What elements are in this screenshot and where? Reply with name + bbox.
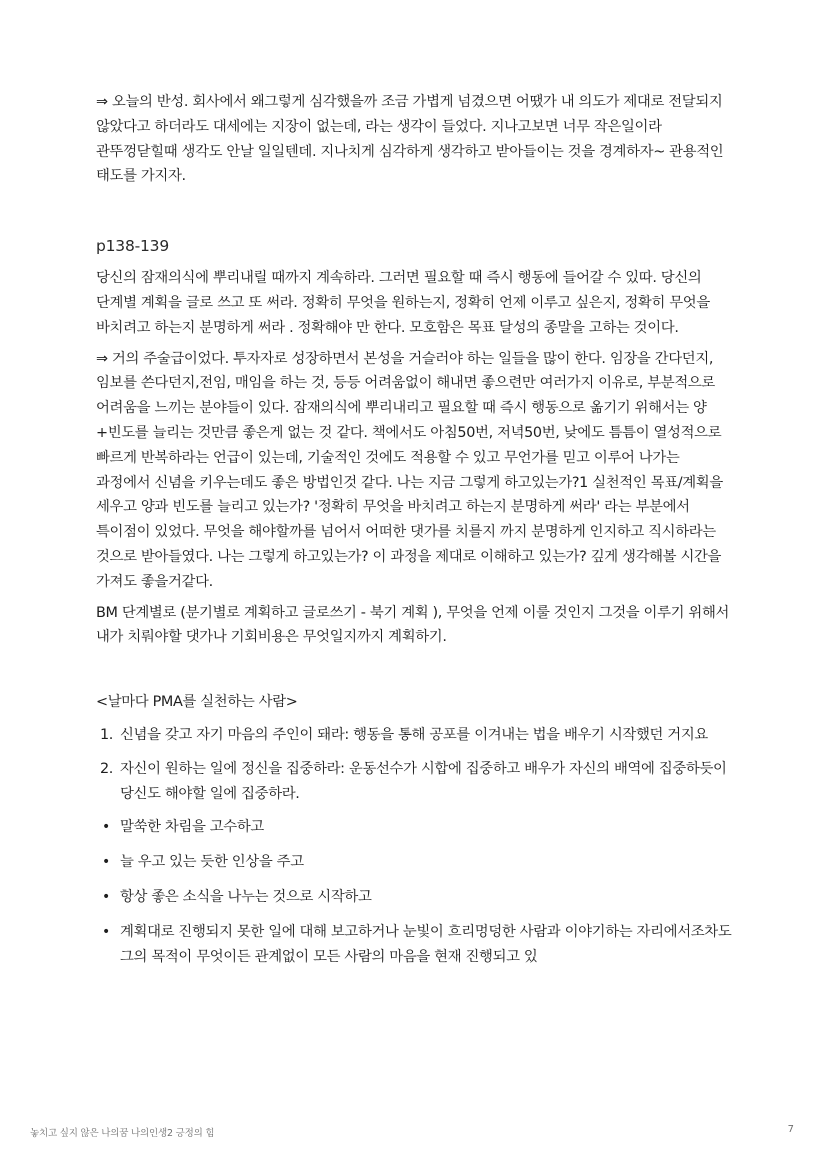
list-item-text: 신념을 갖고 자기 마음의 주인이 돼라: 행동을 통해 공포를 이겨내는 법을 배우기 시작했던 거지요 — [120, 726, 708, 743]
list-item — [96, 723, 736, 748]
quote-paragraph: 당신의 잠재의식에 뿌리내릴 때까지 계속하라. 그러면 필요할 때 즉시 행동에 들어갈 수 있따. 당신의 단계별 계획을 글로 쓰고 또 써라. 정확히 무엇을 원하는지, 정확히 언제 이루고 싶은지, 정확히 무엇을 바치려고 하는지 분명하게 써라 . 정확해야 만 한다. 모호함은 목표 달성의 종말을 고하는 것이다. — [96, 270, 710, 336]
pma-heading: <날마다 PMA를 실천하는 사람> — [96, 694, 298, 711]
list-item — [96, 815, 736, 840]
reflection-paragraph: ⇒ 오늘의 반성. 회사에서 왜그렇게 심각했을까 조금 가볍게 넘겼으면 어땠가 내 의도가 제대로 전달되지 않았다고 하더라도 대세에는 지장이 없는데, 라는 생각이 들었다. 지나고보면 너무 작은일이라 관뚜껑닫힐때 생각도 안날 일일텐데. 지나치게 심각하게 생각하고 받아들이는 것을 경계하자~ 관용적인 태도를 가지자. — [96, 94, 724, 185]
bullet-marker: • — [102, 888, 110, 905]
page-reference: p138-139 — [96, 237, 170, 256]
list-item — [96, 885, 736, 910]
list-item — [96, 757, 736, 807]
plan-paragraph: BM 단계별로 (분기별로 계획하고 글로쓰기 - 북기 계획 ), 무엇을 언제 이룰 것인지 그것을 이루기 위해서 내가 치뤄야할 댓가나 기회비용은 무엇일지까지 계획하기. — [96, 604, 730, 646]
bullet-marker: • — [102, 819, 110, 836]
list-item — [96, 920, 736, 970]
pma-bullet-list — [96, 815, 736, 969]
comment-paragraph: ⇒ 거의 주술급이었다. 투자자로 성장하면서 본성을 거슬러야 하는 일들을 많이 한다. 임장을 간다던지, 임보를 쓴다던지,전임, 매임을 하는 것, 등등 어려움없이 해내면 좋으련만 여러가지 이유로, 부분적으로 어려움을 느끼는 분야들이 있다. 잠재의식에 뿌리내리고 필요할 때 즉시 행동으로 옮기기 위해서는 양+빈도를 늘리는 것만큼 좋은게 없는 것 같다. 책에서도 아침50번, 저녁50번, 낮에도 틈틈이 열성적으로 빠르게 반복하라는 언급이 있는데, 기술적인 것에도 적용할 수 있고 무언가를 믿고 이루어 나가는 과정에서 신념을 키우는데도 좋은 방법인것 같다. 나는 지금 그렇게 하고있는가?1 실천적인 목표/계획을 세우고 양과 빈도를 늘리고 있는가? '정확히 무엇을 바치려고 하는지 분명하게 써라' 라는 부분에서 특이점이 있었다. 무엇을 해야할까를 넘어서 어떠한 댓가를 치를지 까지 분명하게 인지하고 직시하라는 것으로 받아들였다. 나는 그렇게 하고있는가? 이 과정을 제대로 이해하고 있는가? 깊게 생각해볼 시간을 가져도 좋을거같다. — [96, 350, 723, 590]
list-marker: 1. — [100, 726, 114, 743]
list-item-text: 항상 좋은 소식을 나누는 것으로 시작하고 — [120, 888, 372, 905]
pma-numbered-list — [96, 723, 736, 806]
list-item-text: 말쑥한 차림을 고수하고 — [120, 819, 264, 836]
list-item — [96, 850, 736, 875]
bullet-marker: • — [102, 923, 110, 940]
list-marker: 2. — [100, 760, 114, 777]
list-item-text: 계획대로 진행되지 못한 일에 대해 보고하거나 눈빛이 흐리멍덩한 사람과 이야기하는 자리에서조차도 그의 목적이 무엇이든 관계없이 모든 사람의 마음을 현재 진행되고 있 — [120, 923, 732, 965]
footer-title: 놓치고 싶지 않은 나의꿈 나의인생2 긍정의 힘 — [30, 1128, 215, 1139]
bullet-marker: • — [102, 854, 110, 871]
document-body — [96, 90, 736, 969]
list-item-text: 늘 우고 있는 듯한 인상을 주고 — [120, 854, 304, 871]
list-item-text: 자신이 원하는 일에 정신을 집중하라: 운동선수가 시합에 집중하고 배우가 자신의 배역에 집중하듯이 당신도 해야할 일에 집중하라. — [120, 760, 727, 802]
page-number: 7 — [787, 1124, 794, 1135]
